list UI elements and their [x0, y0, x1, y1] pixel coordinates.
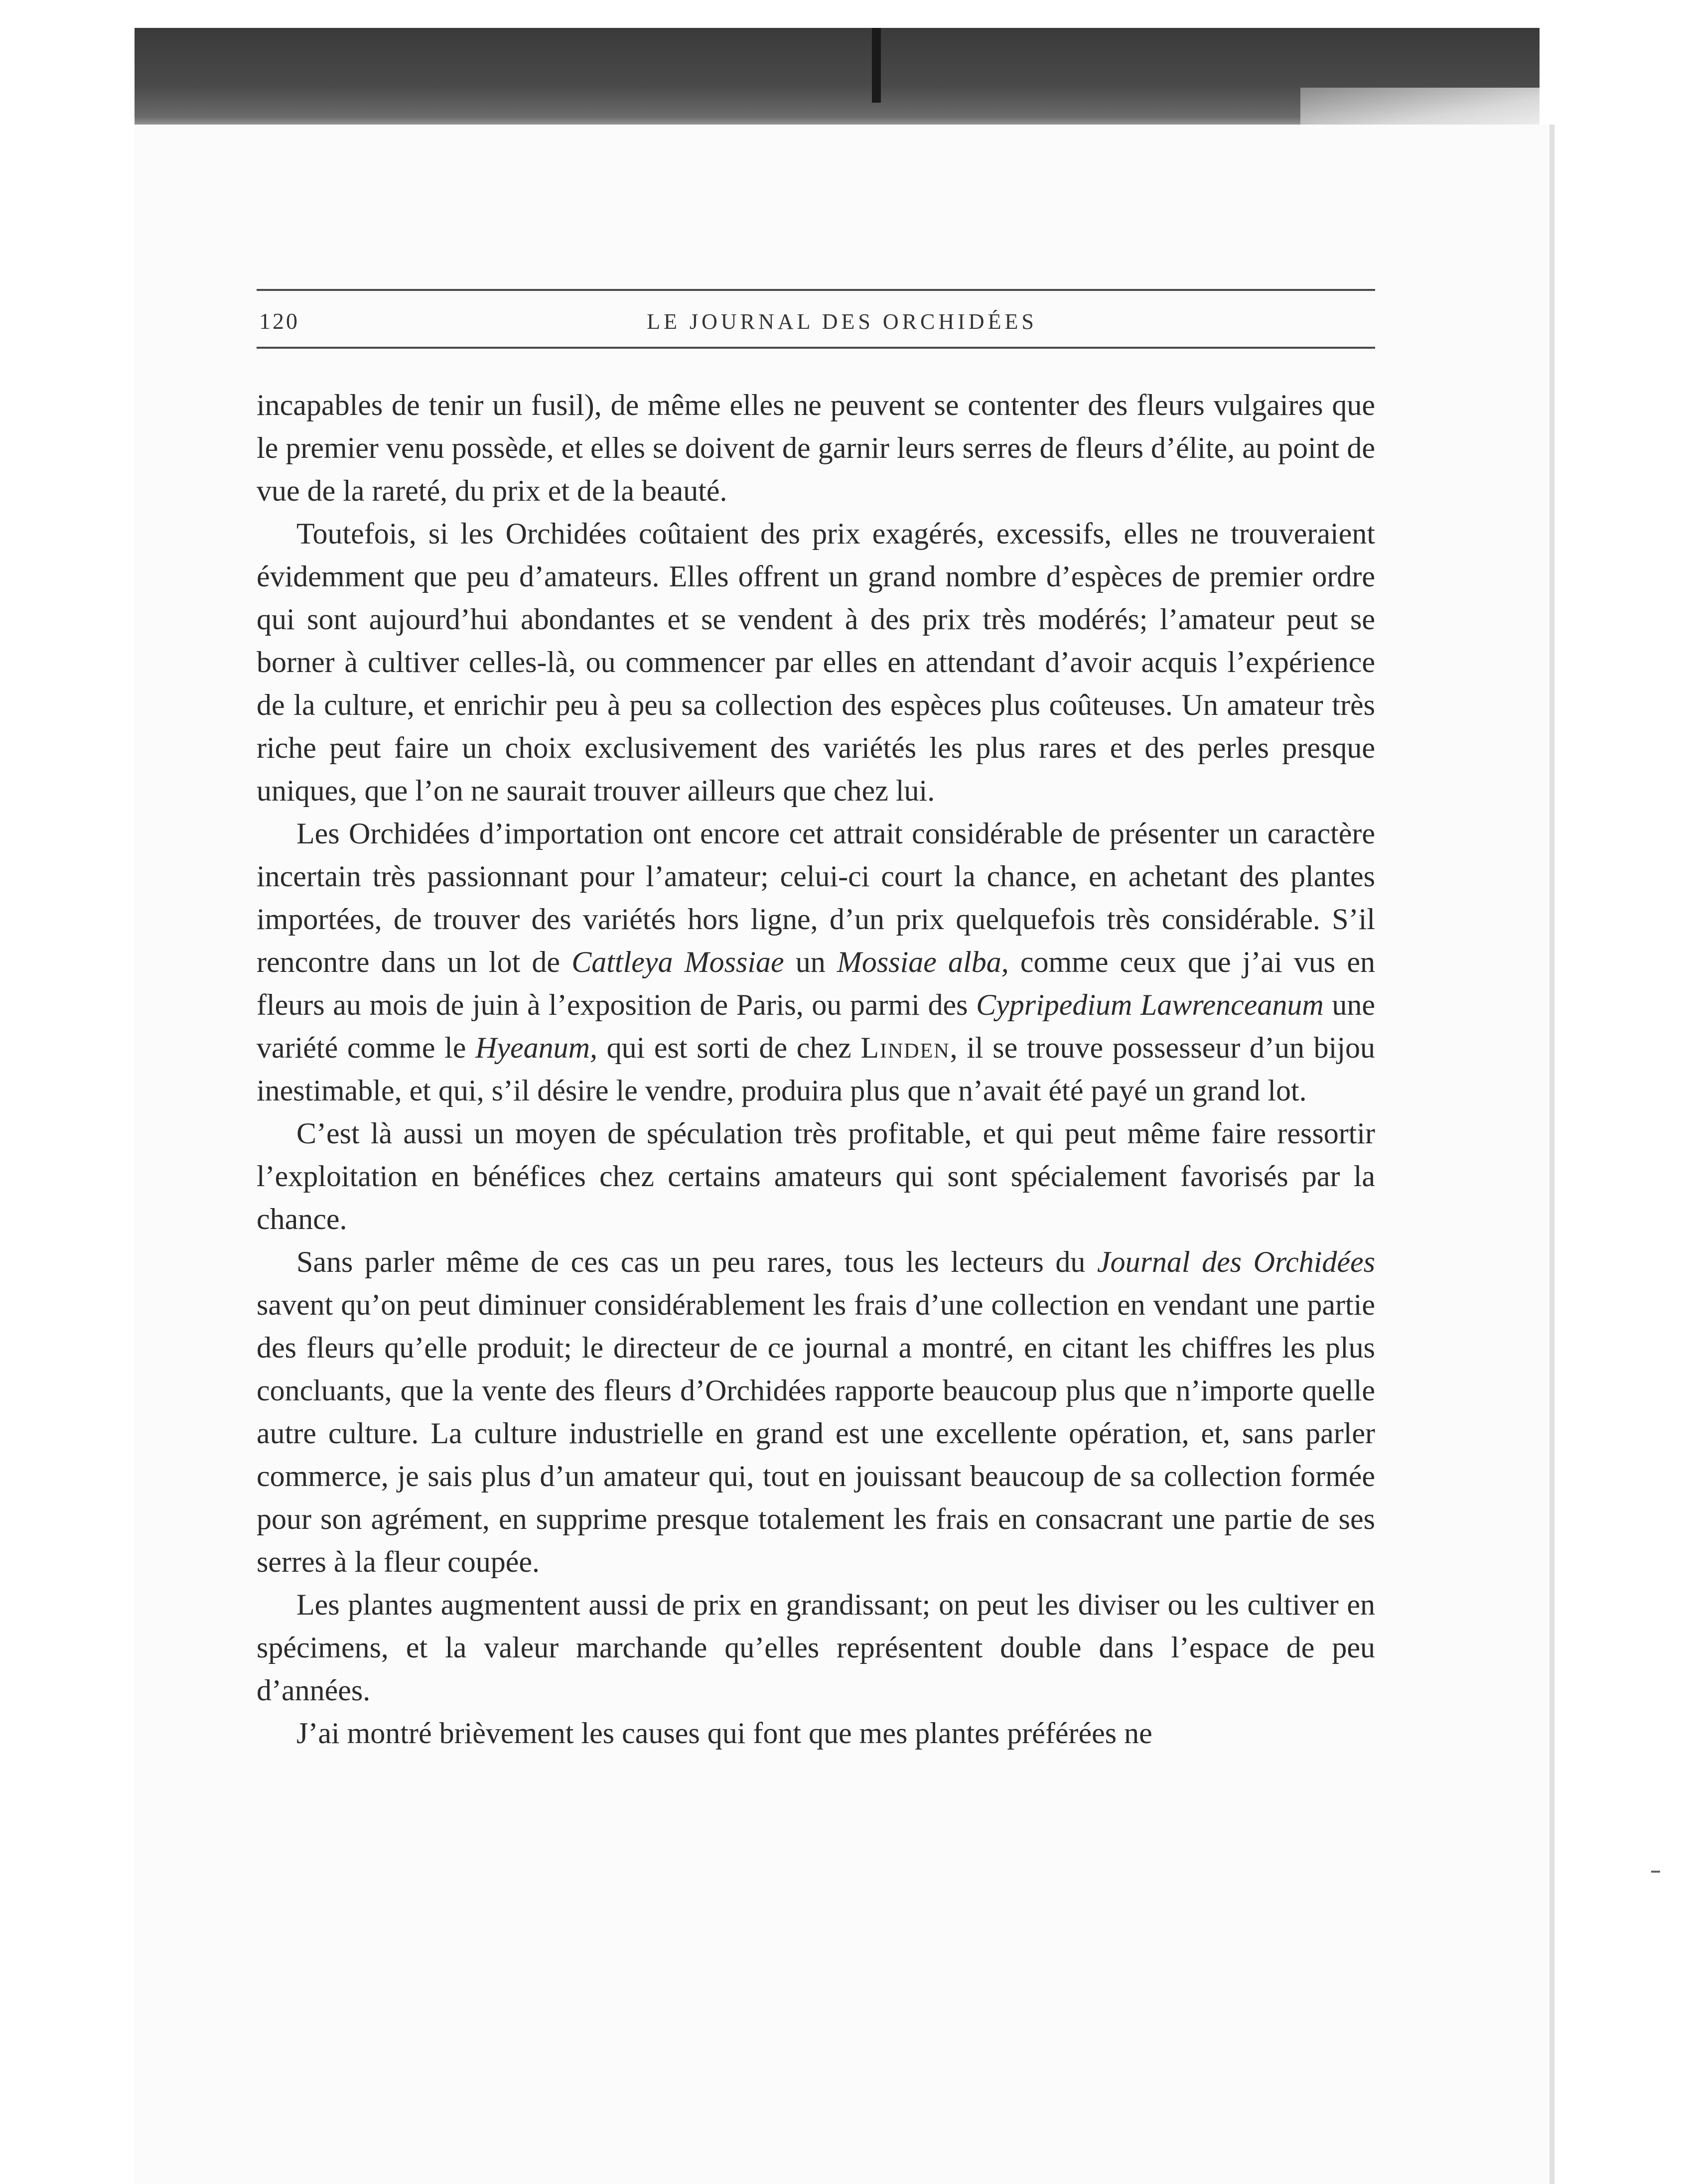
paragraph-3-text-1: Les Orchidées d’importation ont encore cet attrait considérable de présenter un caractère incertain très passionnant pour l’amateur; celui-ci court la chance, en achetant des plantes importées, de trouver des variétés hors ligne, d’un prix quelquefois très considérable. S’il rencontre dans un lot de — [257, 817, 1375, 978]
header-rule-bottom — [257, 347, 1375, 349]
paragraph-7: J’ai montré brièvement les causes qui font que mes plantes préférées ne — [296, 1717, 1152, 1750]
species-name-hyeanum: Hyeanum, — [475, 1031, 597, 1064]
paragraph-2: Toutefois, si les Orchidées coûtaient des prix exagérés, excessifs, elles ne trouveraient évidemment que peu d’amateurs. Elles offrent un grand nombre d’espèces de premier ordre qui sont aujourd’hui abondantes et se vendent à des prix très modérés; l’amateur peut se borner à cultiver celles-là, ou commencer par elles en attendant d’avoir acquis l’expérience de la culture, et enrichir peu à peu sa collection des espèces plus coûteuses. Un amateur très riche peut faire un choix exclusivement des variétés les plus rares et des perles presque uniques, que l’on ne saurait trouver ailleurs que chez lui. — [257, 517, 1375, 807]
species-name-cattleya-mossiae: Cattleya Mossiae — [571, 946, 784, 978]
scan-background-edge — [135, 28, 1540, 133]
book-gap-shadow — [872, 28, 881, 103]
paragraph-1: incapables de tenir un fusil), de même elles ne peuvent se contenter des fleurs vulgaires que le premier venu possède, et elles se doivent de garnir leurs serres de fleurs d’élite, au point de vue de la rareté, du prix et de la beauté. — [257, 389, 1375, 507]
species-name-cypripedium: Cypripedium Lawrenceanum — [976, 988, 1324, 1021]
paragraph-5-text-1: Sans parler même de ces cas un peu rares, tous les lecteurs du — [296, 1245, 1097, 1278]
margin-mark — [1651, 1871, 1660, 1873]
header-rule-top — [257, 289, 1375, 291]
paragraph-6: Les plantes augmentent aussi de prix en grandissant; on peut les diviser ou les cultiver en spécimens, et la valeur marchande qu’elles représentent double dans l’espace de peu d’années. — [257, 1588, 1375, 1707]
paragraph-3-text-2: un — [784, 946, 837, 978]
paragraph-4: C’est là aussi un moyen de spéculation très profitable, et qui peut même faire ressortir l’exploitation en bénéfices chez certains amateurs qui sont spécialement favorisés par la chance. — [257, 1117, 1375, 1235]
journal-title: Journal des Orchidées — [1097, 1245, 1375, 1278]
paragraph-3-text-6: , il se trouve possesseur d’un bijou inestimable, et qui, s’il désire le vendre, produira plus que n’avait été payé un grand lot. — [257, 1031, 1376, 1107]
body-text — [257, 384, 1375, 1755]
paragraph-3 — [257, 812, 1375, 1112]
paragraph-3-text-5: qui est sorti de chez — [597, 1031, 861, 1064]
person-name-linden: Linden — [860, 1031, 950, 1064]
paragraph-5 — [257, 1240, 1375, 1583]
book-page — [135, 125, 1554, 2184]
paragraph-3-text-3: comme ceux que j’ai vus en fleurs au mois de juin à l’exposition de Paris, ou parmi des — [257, 946, 1376, 1021]
page-number: 120 — [259, 308, 299, 334]
species-name-mossiae-alba: Mossiae alba, — [837, 946, 1009, 978]
running-title: LE JOURNAL DES ORCHIDÉES — [647, 309, 1037, 334]
paragraph-3-text-4: une variété comme le — [257, 988, 1375, 1064]
paragraph-5-text-2: savent qu’on peut diminuer considérablement les frais d’une collection en vendant une partie des fleurs qu’elle produit; le directeur de ce journal a montré, en citant les chiffres les plus concluants, que la vente des fleurs d’Orchidées rapporte beaucoup plus que n’importe quelle autre culture. La culture industrielle en grand est une excellente opération, et, sans parler commerce, je sais plus d’un amateur qui, tout en jouissant beaucoup de sa collection formée pour son agrément, en supprime presque totalement les frais en consacrant une partie de ses serres à la fleur coupée. — [257, 1288, 1375, 1578]
